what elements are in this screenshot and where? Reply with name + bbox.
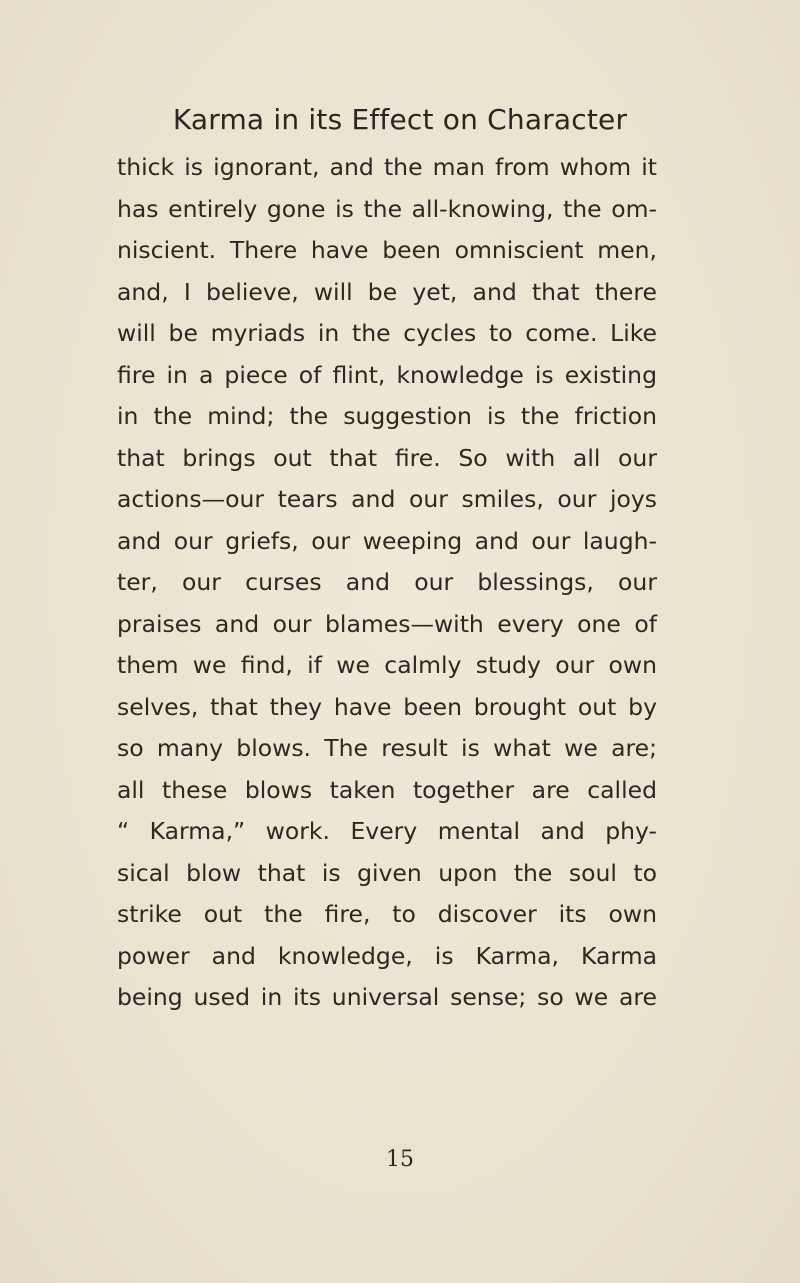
text-line: sical blow that is given upon the soul to [117,858,657,887]
text-line: actions—our tears and our smiles, our joys [117,485,657,513]
text-line: niscient. There have been omniscient men, [117,236,657,264]
text-line: has entirely gone is the all-knowing, the om- [117,194,657,223]
text-line: being used in its universal sense; so we are [117,983,657,1011]
text-line: ter, our curses and our blessings, our [117,568,657,596]
running-head: Karma in its Effect on Character [172,103,628,136]
text-line: “ Karma,” work. Every mental and phy- [117,817,657,845]
text-line: that brings out that fire. So with all our [117,443,657,472]
text-line: and our griefs, our weeping and our laugh- [117,526,657,555]
text-line: all these blows taken together are called [117,775,657,804]
text-line: will be myriads in the cycles to come. Like [117,319,657,347]
page-number: 15 [386,1147,414,1172]
text-line: strike out the fire, to discover its own [117,900,657,928]
body-text [117,147,657,1019]
text-line: them we find, if we calmly study our own [117,651,657,679]
text-line: thick is ignorant, and the man from whom it [117,153,657,181]
text-line: selves, that they have been brought out by [117,692,657,721]
text-line: fire in a piece of flint, knowledge is existing [117,360,657,389]
text-line: in the mind; the suggestion is the friction [117,402,657,430]
text-line: power and knowledge, is Karma, Karma [117,941,657,970]
text-line: and, I believe, will be yet, and that there [117,277,657,306]
text-line: so many blows. The result is what we are; [117,734,657,762]
text-line: praises and our blames—with every one of [117,609,657,638]
